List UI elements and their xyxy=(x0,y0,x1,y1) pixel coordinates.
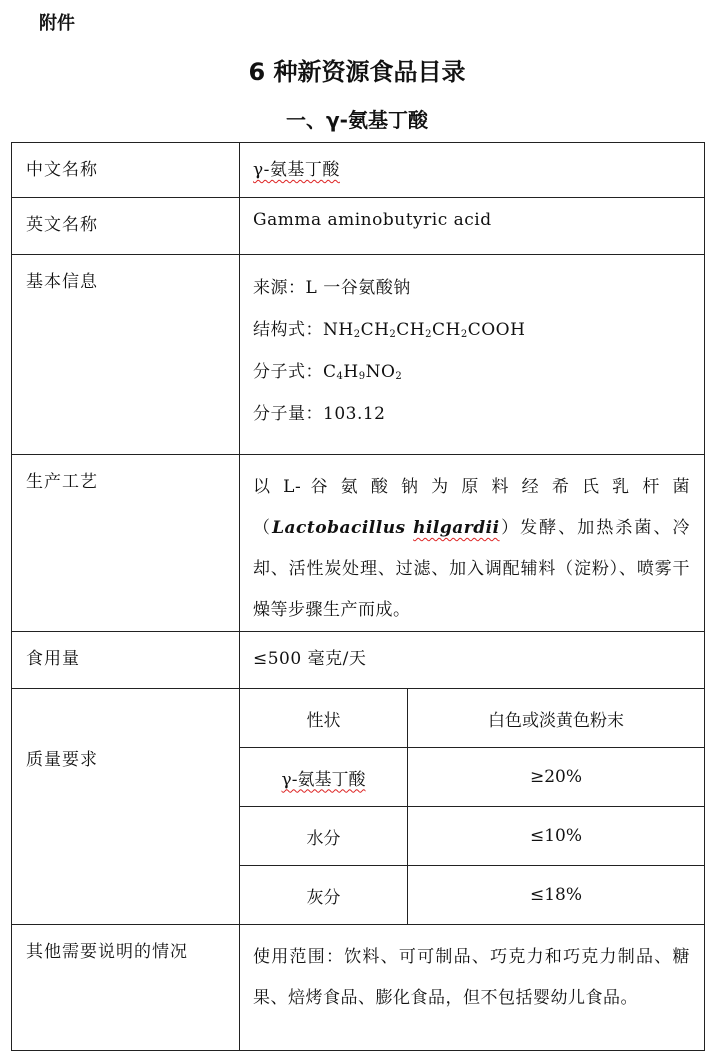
table-row xyxy=(12,455,705,632)
table-row xyxy=(12,632,705,689)
source-line: 来源：L 一谷氨酸钠 xyxy=(253,278,411,298)
molecular-prefix: 分子式： xyxy=(253,362,323,382)
table-row xyxy=(12,925,705,1051)
quality-item-value: 白色或淡黄色粉末 xyxy=(408,689,705,748)
catalog-table xyxy=(11,142,705,1051)
species-name: hilgardii xyxy=(413,518,500,538)
english-name-value: Gamma aminobutyric acid xyxy=(253,210,492,230)
structure-line xyxy=(253,309,704,351)
quality-table xyxy=(240,689,704,924)
structure-formula: $NH_2CH_2CH_2CH_2COOH$ xyxy=(323,320,526,340)
quality-item-name: 水分 xyxy=(240,807,408,866)
production-text-before: 以 L- 谷 氨 酸 钠 为 原 料 经 希 氏 乳 杆 菌（ xyxy=(253,477,690,538)
molecular-formula-line xyxy=(253,351,704,393)
species-genus: Lactobacillus xyxy=(272,518,406,538)
row-value: ≤500 毫克/天 xyxy=(240,632,705,689)
row-label: 英文名称 xyxy=(12,198,240,255)
row-value xyxy=(240,455,705,632)
table-row xyxy=(12,255,705,455)
row-label: 食用量 xyxy=(12,632,240,689)
table-row xyxy=(12,143,705,198)
production-text-after: ）发酵、加热杀菌、冷却、活性炭处理、过滤、加入调配辅料（淀粉）、喷雾干燥等步骤生产而成。 xyxy=(253,518,691,620)
quality-row xyxy=(240,807,704,866)
molecular-formula: $C_4H_9NO_2$ xyxy=(323,362,403,382)
table-row xyxy=(12,689,705,925)
attachment-label: 附件 xyxy=(39,13,75,34)
row-label: 中文名称 xyxy=(12,143,240,198)
quality-item-name-text: γ-氨基丁酸 xyxy=(281,769,366,790)
quality-row xyxy=(240,748,704,807)
quality-item-value: ≤18% xyxy=(408,866,705,925)
chinese-name-value: γ-氨基丁酸 xyxy=(253,160,340,180)
quality-row xyxy=(240,689,704,748)
row-label: 基本信息 xyxy=(12,255,240,455)
section-title: 一、γ-氨基丁酸 xyxy=(286,108,428,132)
quality-item-value: ≥20% xyxy=(408,748,705,807)
quality-row xyxy=(240,866,704,925)
structure-prefix: 结构式： xyxy=(253,320,323,340)
other-notes-text: 使用范围：饮料、可可制品、巧克力和巧克力制品、糖果、焙烤食品、膨化食品，但不包括婴幼儿食品。 xyxy=(253,947,690,1008)
quality-cell xyxy=(240,689,705,925)
quality-item-name xyxy=(240,748,408,807)
molecular-weight-line: 分子量：103.12 xyxy=(253,404,386,424)
table-row xyxy=(12,198,705,255)
quality-item-value: ≤10% xyxy=(408,807,705,866)
row-value xyxy=(240,255,705,455)
quality-item-name: 性状 xyxy=(240,689,408,748)
row-value xyxy=(240,198,705,255)
row-value xyxy=(240,143,705,198)
row-label: 生产工艺 xyxy=(12,455,240,632)
quality-item-name: 灰分 xyxy=(240,866,408,925)
row-label: 质量要求 xyxy=(12,689,240,925)
row-value xyxy=(240,925,705,1051)
document-title: 6 种新资源食品目录 xyxy=(248,58,466,86)
row-label: 其他需要说明的情况 xyxy=(12,925,240,1051)
production-text xyxy=(253,467,704,631)
